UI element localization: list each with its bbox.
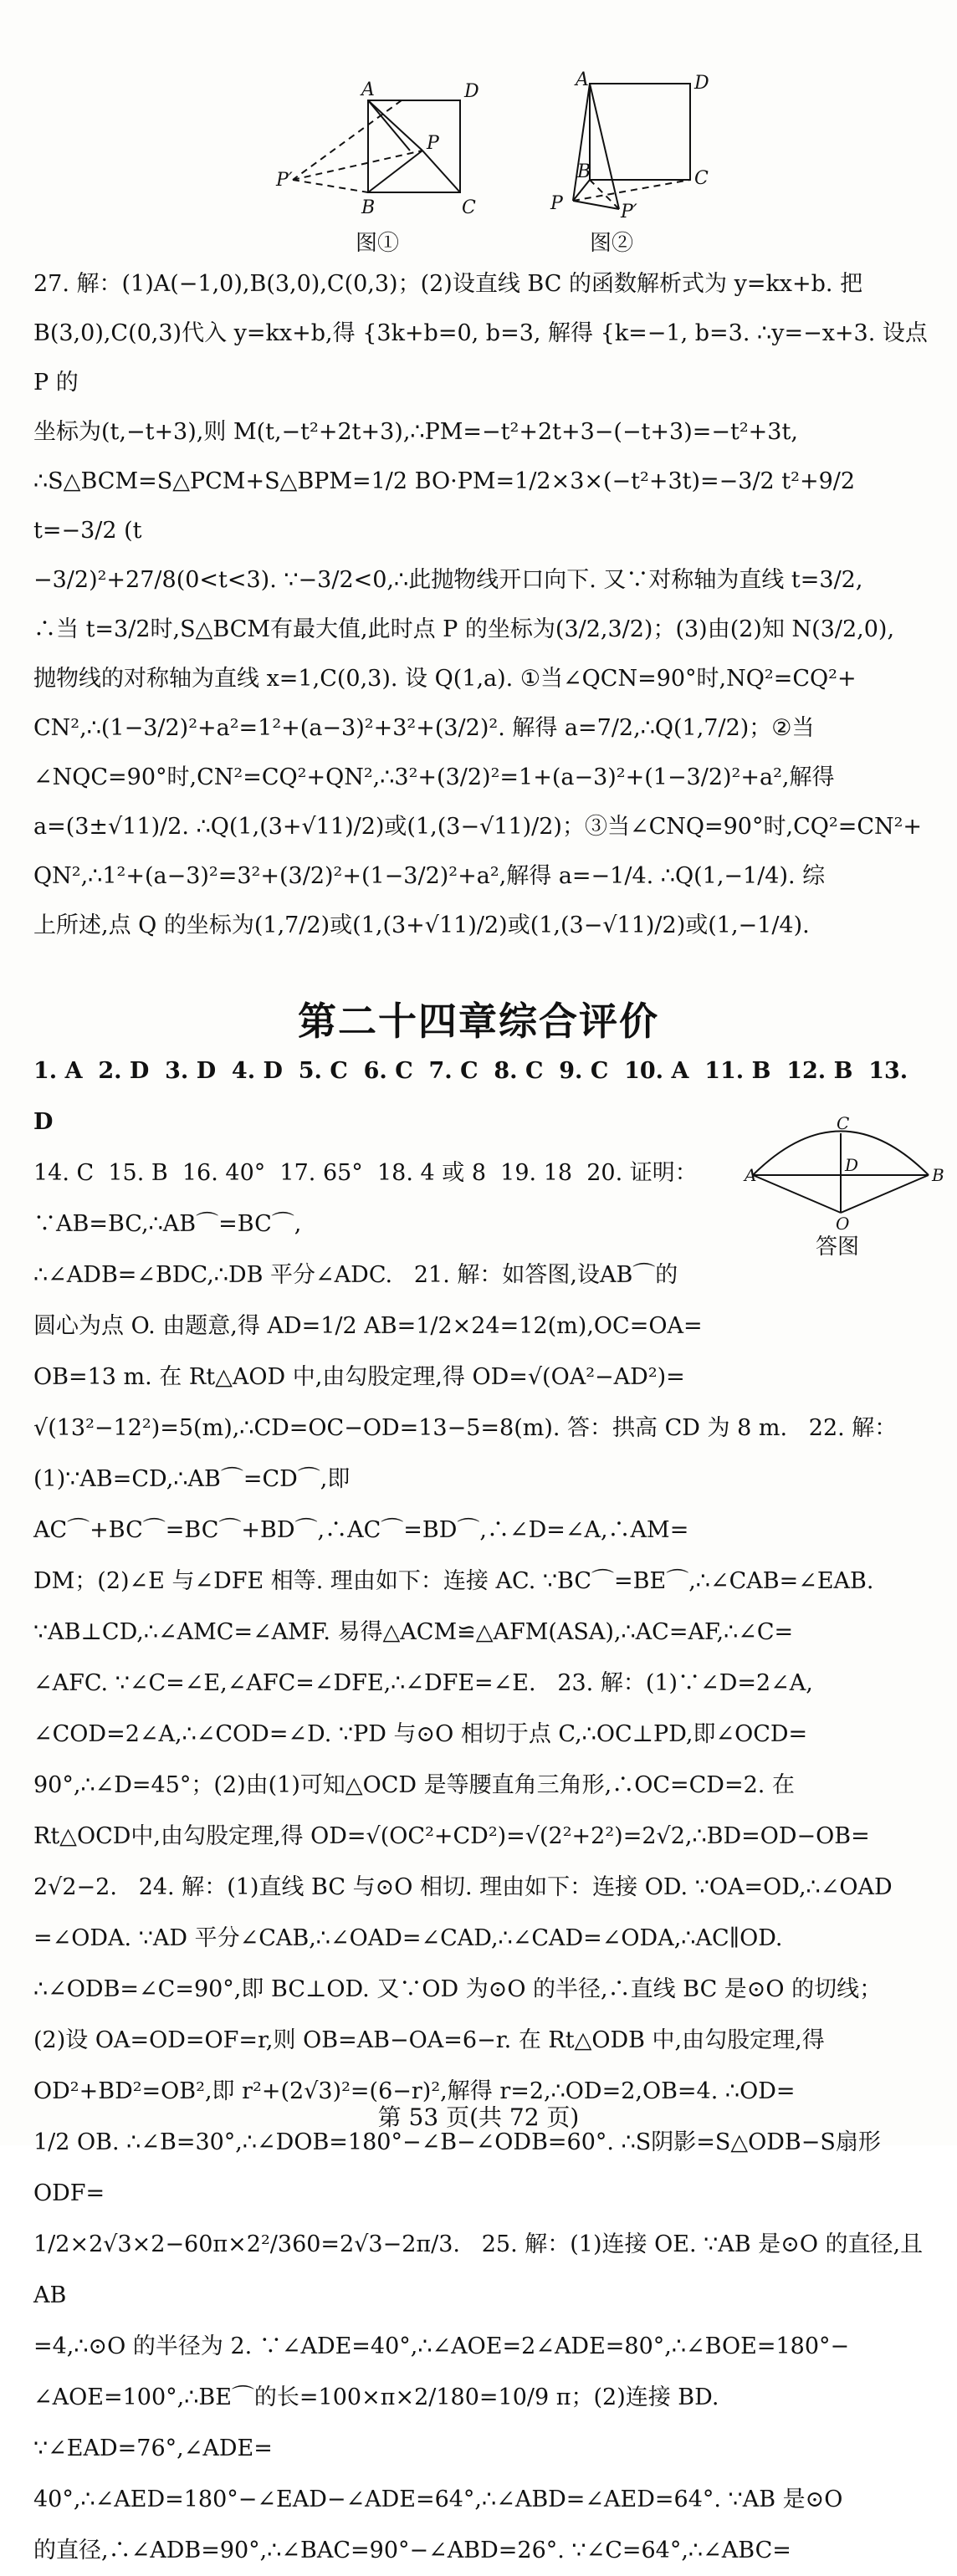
text-line: 的直径,∴∠ADB=90°,∴∠BAC=90°−∠ABD=26°. ∵∠C=64°,∴∠ABC=	[33, 2538, 791, 2563]
text-line: B(3,0),C(0,3)代入 y=kx+b,得 {3k+b=0, b=3, 解得 {k=−1, b=3. ∴y=−x+3. 设点 P 的	[33, 320, 935, 396]
fig1-label-p: P	[427, 133, 439, 154]
text-line: 40°,∴∠AED=180°−∠EAD−∠ADE=64°,∴∠ABD=∠AED=64°. ∵AB 是⊙O	[33, 2487, 843, 2512]
fig1-label-p-prime: P′	[276, 170, 293, 191]
figure-2	[573, 84, 690, 209]
text-line: ∴∠ADB=∠BDC,∴DB 平分∠ADC. 21. 解：如答图,设AB⌒的	[33, 1262, 678, 1288]
text-line: ∴当 t=3/2时,S△BCM有最大值,此时点 P 的坐标为(3/2,3/2)；(3)由(2)知 N(3/2,0),	[33, 616, 895, 642]
text-line: 圆心为点 O. 由题意,得 AD=1/2 AB=1/2×24=12(m),OC=OA=	[33, 1313, 703, 1339]
text-line: −3/2)²+27/8(0<t<3). ∵−3/2<0,∴此抛物线开口向下. 又∵对称轴为直线 t=3/2,	[33, 567, 863, 593]
text-line: 坐标为(t,−t+3),则 M(t,−t²+2t+3),∴PM=−t²+2t+3−(−t+3)=−t²+3t,	[33, 419, 798, 445]
answer-fig-label-o: O	[836, 1214, 850, 1234]
text-line: ∠AFC. ∵∠C=∠E,∠AFC=∠DFE,∴∠DFE=∠E. 23. 解：(1)∵∠D=2∠A,	[33, 1670, 813, 1696]
text-line: a=(3±√11)/2. ∴Q(1,(3+√11)/2)或(1,(3−√11)/2)；③当∠CNQ=90°时,CQ²=CN²+	[33, 814, 923, 840]
fig2-label-p: P	[550, 193, 563, 214]
page-footer: 第 53 页(共 72 页)	[377, 2103, 580, 2131]
text-line: DM；(2)∠E 与∠DFE 相等. 理由如下：连接 AC. ∵BC⌒=BE⌒,∴∠CAB=∠EAB.	[33, 1568, 874, 1594]
text-line: ∠COD=2∠A,∴∠COD=∠D. ∵PD 与⊙O 相切于点 C,∴OC⊥PD,即∠OCD=	[33, 1721, 808, 1747]
text-line: ∴S△BCM=S△PCM+S△BPM=1/2 BO·PM=1/2×3×(−t²+3t)=−3/2 t²+9/2 t=−3/2 (t	[33, 468, 862, 544]
fig2-label-b: B	[577, 161, 591, 182]
chapter-title: 第二十四章综合评价	[298, 999, 659, 1044]
fig2-label-a: A	[576, 69, 589, 90]
text-line: (2)设 OA=OD=OF=r,则 OB=AB−OA=6−r. 在 Rt△ODB 中,由勾股定理,得	[33, 2027, 825, 2053]
chapter-24-answers	[33, 1045, 929, 2576]
text-line: 2√2−2. 24. 解：(1)直线 BC 与⊙O 相切. 理由如下：连接 OD. ∵OA=OD,∴∠OAD	[33, 1874, 893, 1900]
text-line: (1)∵AB=CD,∴AB⌒=CD⌒,即AC⌒+BC⌒=BC⌒+BD⌒,∴AC⌒=BD⌒,∴∠D=∠A,∴AM=	[33, 1466, 689, 1543]
fig1-label-c: C	[462, 197, 476, 218]
answer-figure-caption: 答图	[816, 1234, 860, 1260]
text-line: 1. A 2. D 3. D 4. D 5. C 6. C 7. C 8. C 9. C 10. A 11. B 12. B 13. D	[33, 1058, 916, 1135]
fig1-label-d: D	[464, 81, 479, 102]
figure-1-caption: 图①	[356, 231, 400, 256]
fig2-label-p-prime: P′	[621, 202, 637, 222]
text-line: 1/2 OB. ∴∠B=30°,∴∠DOB=180°−∠B−∠ODB=60°. ∴S阴影=S△ODB−S扇形ODF=	[33, 2129, 881, 2206]
text-line: OB=13 m. 在 Rt△AOD 中,由勾股定理,得 OD=√(OA²−AD²)=	[33, 1364, 685, 1390]
figure-2-caption: 图②	[590, 231, 634, 256]
text-line: 14. C 15. B 16. 40° 17. 65° 18. 4 或 8 19. 18 20. 证明：∵AB=BC,∴AB⌒=BC⌒,	[33, 1160, 698, 1237]
fig2-label-d: D	[694, 73, 709, 94]
text-line: 1/2×2√3×2−60π×2²/360=2√3−2π/3. 25. 解：(1)连接 OE. ∵AB 是⊙O 的直径,且 AB	[33, 2231, 930, 2308]
fig1-label-a: A	[361, 79, 375, 100]
text-line: QN²,∴1²+(a−3)²=3²+(3/2)²+(1−3/2)²+a²,解得 a=−1/4. ∴Q(1,−1/4). 综	[33, 863, 826, 889]
text-line: CN²,∴(1−3/2)²+a²=1²+(a−3)²+3²+(3/2)². 解得 a=7/2,∴Q(1,7/2)；②当	[33, 715, 815, 741]
answer-fig-label-a: A	[745, 1165, 757, 1185]
text-line: =4,∴⊙O 的半径为 2. ∵∠ADE=40°,∴∠AOE=2∠ADE=80°,∴∠BOE=180°−	[33, 2333, 850, 2359]
fig1-label-b: B	[361, 197, 376, 218]
answer-fig-label-d: D	[845, 1155, 859, 1175]
text-line: ∠AOE=100°,∴BE⌒的长=100×π×2/180=10/9 π；(2)连接 BD. ∵∠EAD=76°,∠ADE=	[33, 2384, 727, 2461]
text-line: 90°,∴∠D=45°；(2)由(1)可知△OCD 是等腰直角三角形,∴OC=CD=2. 在	[33, 1772, 795, 1798]
problem-27-solution	[33, 259, 935, 950]
text-line: Rt△OCD中,由勾股定理,得 OD=√(OC²+CD²)=√(2²+2²)=2√2,∴BD=OD−OB=	[33, 1823, 870, 1849]
answer-fig-label-c: C	[837, 1113, 850, 1133]
square-figures-svg	[276, 67, 711, 259]
text-line: ∠NQC=90°时,CN²=CQ²+QN²,∴3²+(3/2)²=1+(a−3)²+(1−3/2)²+a²,解得	[33, 764, 835, 790]
fig2-label-c: C	[694, 168, 709, 189]
text-line: OD²+BD²=OB²,即 r²+(2√3)²=(6−r)²,解得 r=2,∴OD=2,OB=4. ∴OD=	[33, 2078, 796, 2104]
text-line: 抛物线的对称轴为直线 x=1,C(0,3). 设 Q(1,a). ①当∠QCN=90°时,NQ²=CQ²+	[33, 666, 857, 692]
text-line: =∠ODA. ∵AD 平分∠CAB,∴∠OAD=∠CAD,∴∠CAD=∠ODA,∴AC∥OD.	[33, 1925, 783, 1951]
text-line: ∵AB⊥CD,∴∠AMC=∠AMF. 易得△ACM≌△AFM(ASA),∴AC=AF,∴∠C=	[33, 1619, 794, 1645]
text-line: ∴∠ODB=∠C=90°,即 BC⊥OD. 又∵OD 为⊙O 的半径,∴直线 BC 是⊙O 的切线；	[33, 1976, 883, 2002]
text-line: √(13²−12²)=5(m),∴CD=OC−OD=13−5=8(m). 答：拱高 CD 为 8 m. 22. 解：	[33, 1415, 898, 1441]
answer-fig-label-b: B	[932, 1165, 944, 1185]
geometry-figures	[276, 67, 711, 259]
text-line: 上所述,点 Q 的坐标为(1,7/2)或(1,(3+√11)/2)或(1,(3−√11)/2)或(1,−1/4).	[33, 912, 810, 938]
text-line: 27. 解：(1)A(−1,0),B(3,0),C(0,3)；(2)设直线 BC 的函数解析式为 y=kx+b. 把	[33, 271, 863, 297]
